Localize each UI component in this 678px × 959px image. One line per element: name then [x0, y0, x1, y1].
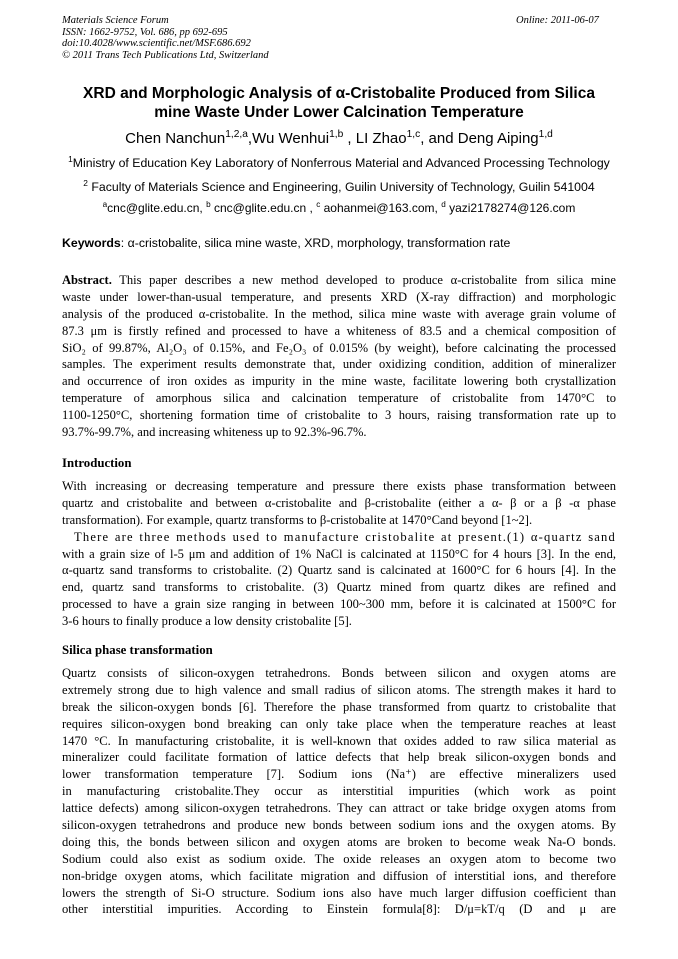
author-3-sup: 1,c	[406, 129, 421, 140]
abstract-line: and occurrence of iron oxides as impurity in the mine waste, facilitate lowering both crystallization	[62, 374, 616, 389]
intro-line: α-quartz sand transforms to cristobalite. (2) Quartz sand is calcinated at 1600°C for 6 hours [4]. In the	[62, 563, 616, 578]
silica-line: 1470 °C. In manufacturing cristobalite, it is well-known that oxides added to raw silica material as	[62, 733, 616, 748]
intro-line: quartz and cristobalite and between α-cristobalite and β-cristobalite (either a α- β or a β -α phase	[62, 495, 616, 510]
author-2: ,Wu Wenhui	[247, 130, 330, 147]
silica-line: other interstitial impurities. According to Einstein formula[8]: D/μ=kT/q (D and μ are	[62, 902, 616, 917]
silica-line: lower transformation temperature [7]. Sodium ions (Na⁺) are effective mineralizers used	[62, 767, 616, 782]
email-b-sup: b	[206, 200, 211, 209]
email-c-sup: c	[316, 200, 321, 209]
intro-line: 3-6 hours to finally produce a low density cristobalite [5].	[62, 614, 352, 629]
affiliation-1	[60, 153, 618, 171]
abstract-paragraph	[62, 272, 616, 441]
affiliation-2-text: Faculty of Materials Science and Engineering, Guilin University of Technology, Guilin 541004	[87, 180, 595, 194]
email-c: aohanmei@163.com,	[320, 201, 442, 215]
online-date: Online: 2011-06-07	[516, 15, 599, 26]
intro-line: There are three methods used to manufacture cristobalite at present.(1) α-quartz sand	[74, 529, 616, 544]
silica-line: Quartz consists of silicon-oxygen tetrahedrons. Bonds between silicon and oxygen atoms are	[62, 666, 616, 680]
silica-line: doing this, the bonds between silicon and oxygen atoms are broken to become weak Na-O bonds.	[62, 834, 616, 849]
author-1-sup: 1,2,a	[225, 129, 248, 140]
abstract-line: temperature of amorphous silica and calcination temperature of cristobalite from 1470°C to	[62, 391, 616, 406]
intro-line: transformation). For example, quartz transforms to β-cristobalite at 1470°Cand beyond [1~2].	[62, 512, 533, 527]
email-b: cnc@glite.edu.cn ,	[210, 201, 317, 215]
affiliation-2-sup: 2	[83, 177, 88, 188]
intro-line: with a grain size of l-5 μm and addition of 1% NaCl is calcinated at 1150°C for 4 hours [3]. In the end,	[62, 546, 616, 561]
abstract-label: Abstract.	[62, 273, 112, 287]
silica-line: lattice defects) among silicon-oxygen tetrahedrons. They can attract or take bridge oxygen atoms from	[62, 801, 616, 816]
silica-line: requires silicon-oxygen bond breaking can only take place when the temperature reaches at least	[62, 716, 616, 731]
title-line-1: XRD and Morphologic Analysis of α-Cristobalite Produced from Silica	[83, 85, 595, 102]
abstract-line: 93.7%-99.7%, and increasing whiteness up to 92.3%-96.7%.	[62, 425, 367, 440]
silica-line: break the silicon-oxygen bonds [6]. Therefore the phase transformed from quartz to cristobalite that	[62, 699, 616, 714]
affiliation-1-text: Ministry of Education Key Laboratory of Nonferrous Material and Advanced Processing Technology	[72, 156, 610, 170]
silica-line: extremely strong due to high valence and small radius of silicon atoms. The strength makes it hard to	[62, 682, 616, 697]
issn-line: ISSN: 1662-9752, Vol. 686, pp 692-695	[62, 26, 228, 38]
journal-header	[62, 15, 269, 61]
keywords-label: Keywords	[62, 236, 121, 250]
intro-line: processed to have a grain size ranging in between 100~300 mm, before it is calcinated at 1500°C for	[62, 597, 616, 612]
copyright-line: © 2011 Trans Tech Publications Ltd, Switzerland	[62, 49, 269, 61]
silica-line: non-bridge oxygen atoms, which facilitate migration and diffusion of interstitial ions, and therefore	[62, 868, 616, 883]
affiliation-1-sup: 1	[68, 153, 73, 164]
title-line-2: mine Waste Under Lower Calcination Temperature	[154, 104, 524, 121]
abstract-line: analysis of the produced α-cristobalite. In the method, silica mine waste with average grain volume of	[62, 306, 616, 321]
silica-line: lowers the strength of Si-O structure. Sodium ions also have much larger diffusion coefficient than	[62, 885, 616, 900]
doi-line: doi:10.4028/www.scientific.net/MSF.686.692	[62, 38, 251, 49]
email-a: cnc@glite.edu.cn,	[107, 201, 207, 215]
abstract-line: 1100-1250°C, shortening formation time of cristobalite to 3 hours, raising transformation rate up to	[62, 408, 616, 423]
abstract-line: SiO₂ of 99.87%, Al₂O₃ of 0.15%, and Fe₂O₃ of 0.015% (by weight), before calcinating the processed	[62, 340, 616, 355]
paper-title	[60, 84, 618, 122]
email-d-sup: d	[441, 200, 446, 209]
affiliation-2	[60, 177, 618, 195]
intro-line: end, quartz sand transforms to cristobalite. (3) Quartz mined from quartz dikes are refined and	[62, 580, 616, 595]
email-a-sup: a	[102, 200, 108, 209]
email-d: yazi2178274@126.com	[445, 201, 576, 215]
silica-heading: Silica phase transformation	[62, 643, 213, 657]
keywords	[62, 236, 618, 251]
intro-line: With increasing or decreasing temperature and pressure there exists phase transformation between	[62, 479, 616, 493]
abstract-line: waste under lower-than-usual temperature, and presents XRD (X-ray diffraction) and morphologic	[62, 289, 616, 304]
abstract-line-text: This paper describes a new method developed to produce α-cristobalite from silica mine	[111, 273, 616, 287]
abstract-line: samples. The experiment results demonstrate that, under oxidizing condition, addition of mineralizer	[62, 357, 616, 372]
introduction-paragraph	[62, 478, 616, 630]
author-1: Chen Nanchun	[125, 130, 226, 147]
silica-line: Sodium could also exist as sodium oxide. The oxide releases an oxygen atom to become two	[62, 851, 616, 866]
author-3: , LI Zhao	[343, 130, 407, 147]
introduction-heading: Introduction	[62, 456, 132, 470]
keywords-text: : α-cristobalite, silica mine waste, XRD, morphology, transformation rate	[120, 236, 511, 250]
journal-name: Materials Science Forum	[62, 15, 169, 26]
email-list	[60, 201, 618, 216]
abstract-line: 87.3 μm is firstly refined and processed to have a whiteness of 83.5 and a chemical composition of	[62, 323, 616, 338]
silica-paragraph	[62, 665, 616, 918]
silica-line: in manufacturing cristobalite.They occur as interstitial impurities (which work as point	[62, 784, 616, 799]
abstract-line	[62, 272, 616, 289]
author-4: , and Deng Aiping	[420, 130, 539, 147]
author-list	[60, 130, 618, 148]
silica-line: silicon-oxygen tetrahedrons and produce new bonds between sodium ions and the oxygen atoms. By	[62, 818, 616, 833]
author-4-sup: 1,d	[538, 129, 553, 140]
author-2-sup: 1,b	[329, 129, 344, 140]
silica-line: mineralizer could facilitate formation of lattice defects that help break silicon-oxygen bonds and	[62, 750, 616, 765]
